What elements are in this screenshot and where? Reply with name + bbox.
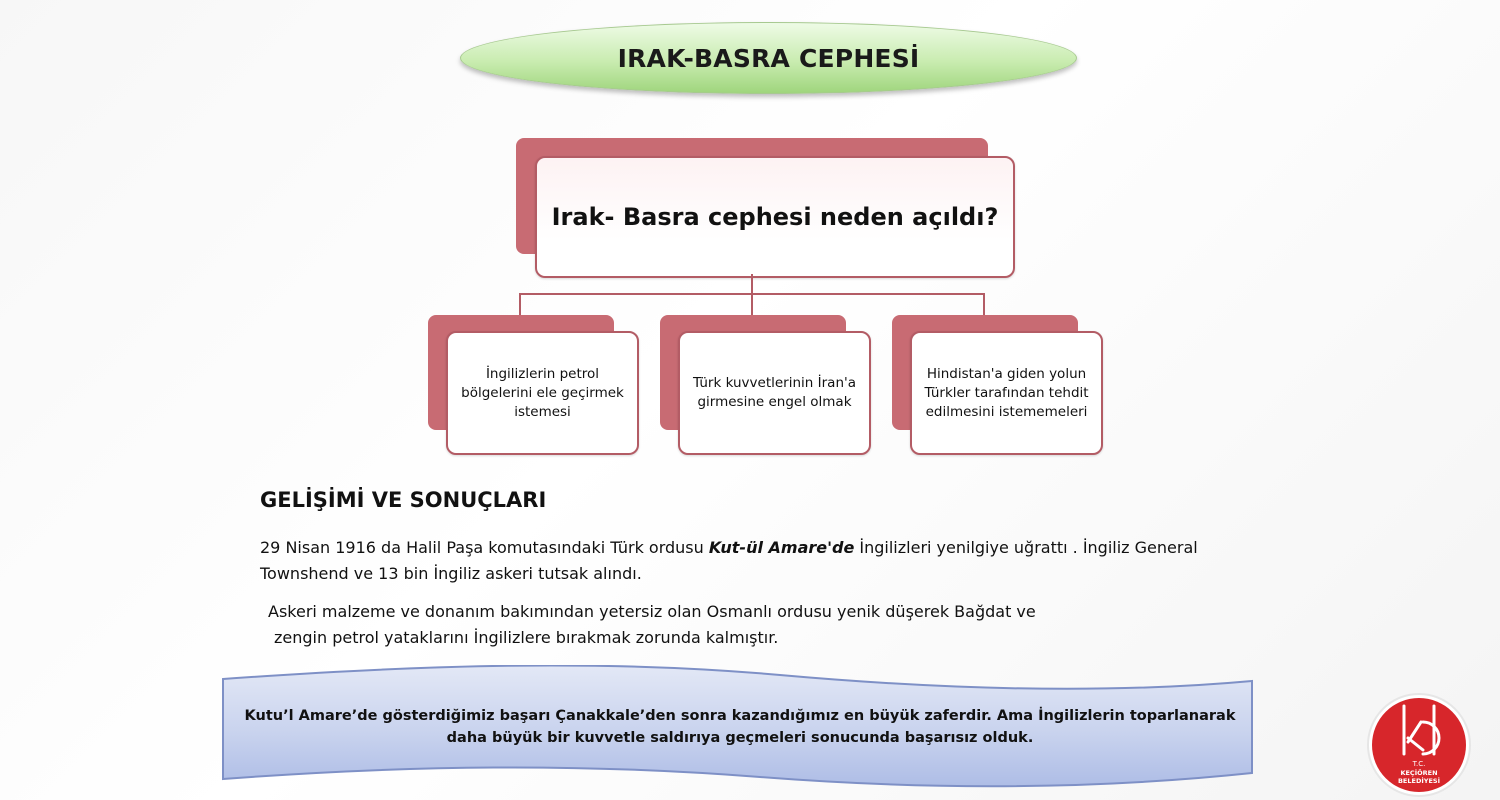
main-question-box [535,156,1015,278]
section-heading: GELİŞİMİ VE SONUÇLARI [260,488,547,512]
paragraph-1 [260,535,1220,587]
paragraph-1-emphasis: Kut-ül Amare'de [708,538,855,557]
logo-top-text: T.C. [1412,760,1426,768]
logo-line-2: BELEDİYESİ [1397,777,1441,785]
reason-box-1 [446,331,639,455]
reason-text-2: Türk kuvvetlerinin İran'a girmesine engel olmak [692,375,856,410]
connector-left [519,293,521,315]
reason-text-3: Hindistan'a giden yolun Türkler tarafından tehdit edilmesini istememeleri [924,365,1089,420]
keciören-logo [1363,692,1475,798]
connector-middle [751,293,753,315]
conclusion-text: Kutu’l Amare’de gösterdiğimiz başarı Çanakkale’den sonra kazandığımız en büyük zaferdir. Ama İngilizlerin toparlanarak daha büyük bir kuvvetle saldırıya geçmeleri sonucunda başarısız olduk. [244,708,1236,746]
slide-title: IRAK-BASRA CEPHESİ [617,43,920,73]
paragraph-2 [268,599,1148,651]
reason-box-2 [678,331,871,455]
connector-vertical-main [751,274,753,294]
reason-text-1: İngilizlerin petrol bölgelerini ele geçirmek istemesi [461,365,624,420]
paragraph-1-end: İngilizleri yenilgiye uğrattı . İngiliz General Townshend ve 13 bin İngiliz askeri tutsak alındı. [260,538,1198,583]
main-question-text: Irak- Basra cephesi neden açıldı? [551,203,999,231]
logo-line-1: KEÇİÖREN [1400,769,1438,777]
paragraph-2-line-2: zengin petrol yataklarını İngilizlere bırakmak zorunda kalmıştır. [274,628,779,647]
connector-right [983,293,985,315]
paragraph-1-start: 29 Nisan 1916 da Halil Paşa komutasındaki Türk ordusu [260,538,709,557]
reason-box-3 [910,331,1103,455]
paragraph-2-line-1: Askeri malzeme ve donanım bakımından yetersiz olan Osmanlı ordusu yenik düşerek Bağdat ve [268,602,1036,621]
title-pill [460,22,1077,94]
